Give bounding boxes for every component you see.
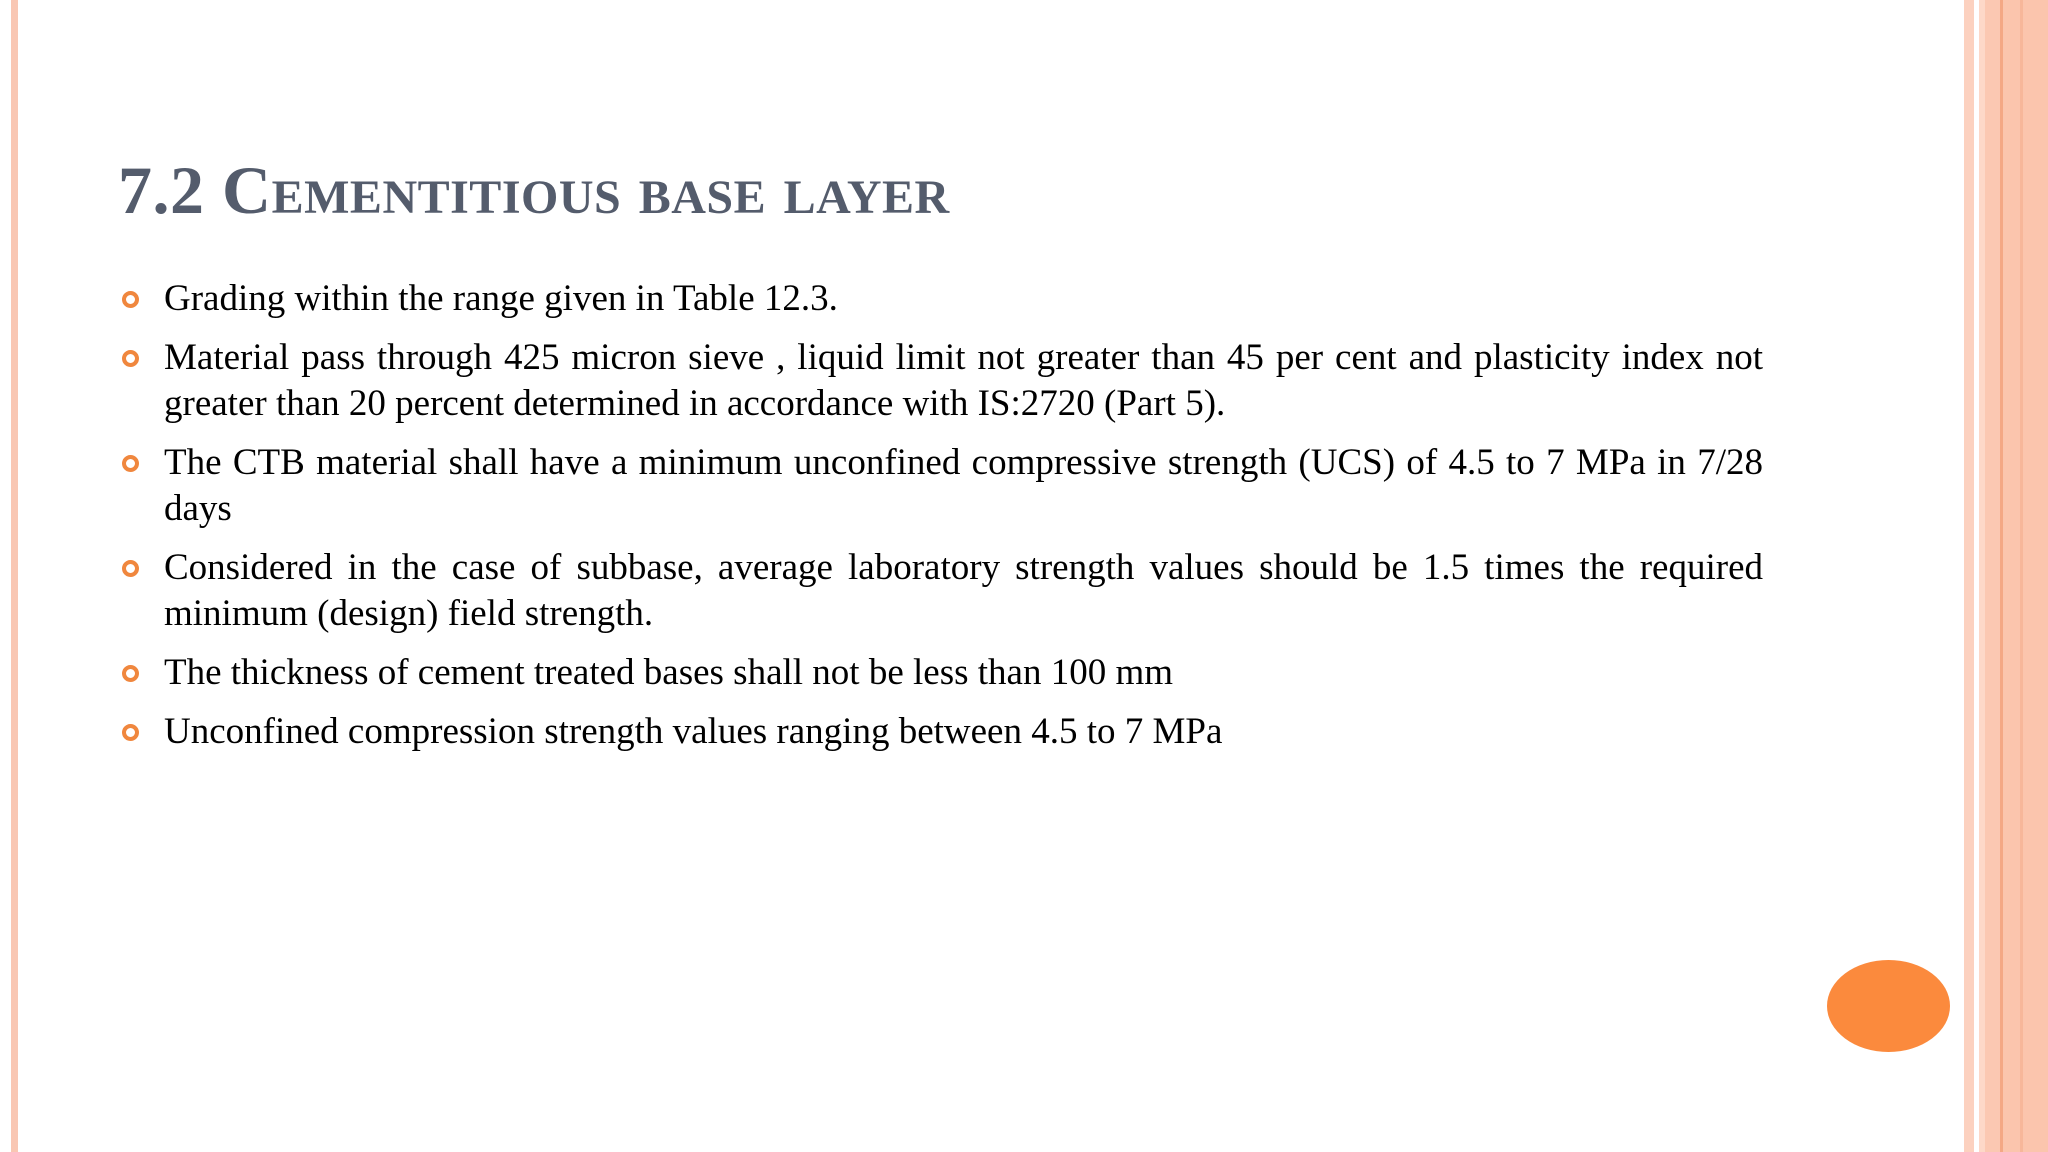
bullet-ring-icon xyxy=(122,724,139,741)
bullet-text: The thickness of cement treated bases shall not be less than 100 mm xyxy=(164,652,1174,693)
bullet-ring-icon xyxy=(122,455,139,472)
list-item xyxy=(118,709,1763,755)
bullet-ring-icon xyxy=(122,560,139,577)
bullet-ring-icon xyxy=(122,291,139,308)
right-decorative-bars xyxy=(1964,0,2048,1152)
list-item xyxy=(118,276,1763,322)
right-bar-line xyxy=(2020,0,2023,1152)
right-bar xyxy=(2003,0,2048,1152)
left-decorative-stripe xyxy=(11,0,18,1152)
bullet-text: Unconfined compression strength values ranging between 4.5 to 7 MPa xyxy=(164,711,1223,752)
slide-title: 7.2 Cementitious base layer xyxy=(118,152,950,228)
bullet-ring-icon xyxy=(122,350,139,367)
right-bar-line xyxy=(2000,0,2003,1152)
bullet-text: Grading within the range given in Table 12.3. xyxy=(164,278,838,319)
bullet-ring-icon xyxy=(122,665,139,682)
bullet-text: Material pass through 425 micron sieve , liquid limit not greater than 45 per cent and plasticity index not greater than 20 percent determined in accordance with IS:2720 (Part 5). xyxy=(164,337,1763,424)
bullet-text: The CTB material shall have a minimum unconfined compressive strength (UCS) of 4.5 to 7 MPa in 7/28 days xyxy=(164,442,1763,529)
list-item xyxy=(118,650,1763,696)
right-bar xyxy=(1985,0,2000,1152)
right-bar xyxy=(1964,0,1974,1152)
list-item xyxy=(118,545,1763,637)
list-item xyxy=(118,335,1763,427)
bullet-text: Considered in the case of subbase, average laboratory strength values should be 1.5 times the required minimum (design) field strength. xyxy=(164,547,1763,634)
decorative-orange-circle xyxy=(1827,960,1950,1052)
list-item xyxy=(118,440,1763,532)
bullet-list xyxy=(118,276,1763,768)
